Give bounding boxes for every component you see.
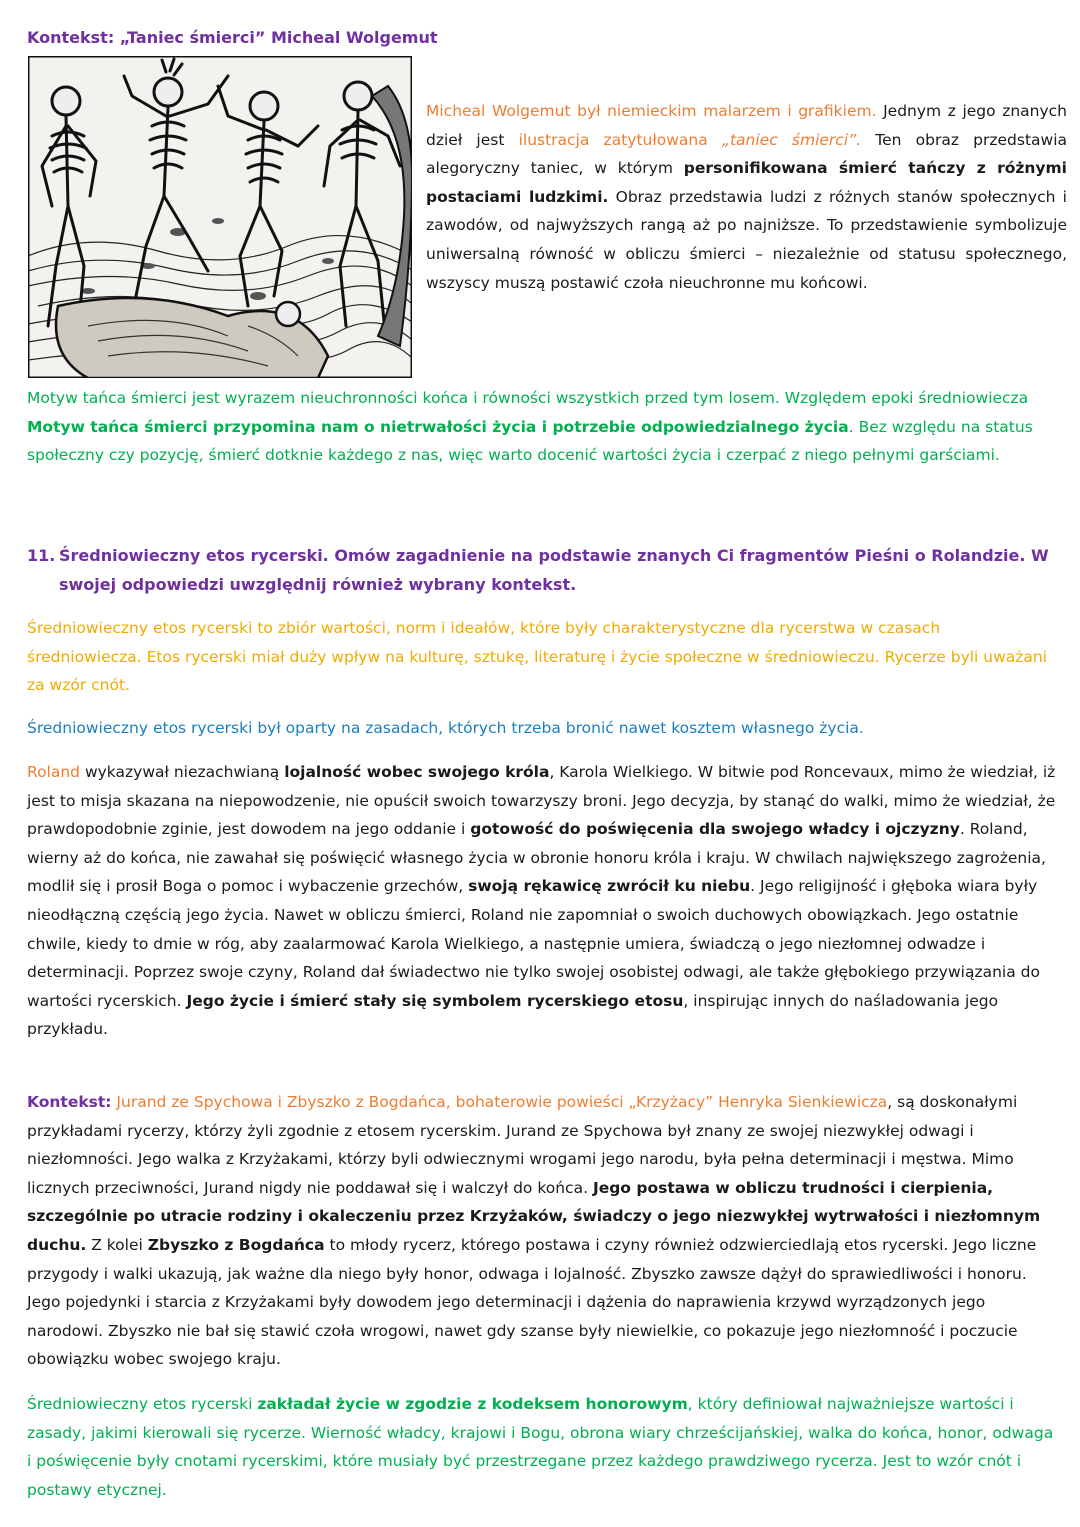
text-run: . Bez względu na status społeczny czy pozycję, śmierć dotknie każdego z nas, więc warto docenić wartości życia i czerpać z niego pełnymi garściami.: [27, 417, 1033, 465]
text-run-bold: gotowość do poświęcenia dla swojego władcy i ojczyzny: [470, 820, 960, 839]
text-run-bold: Jego życie i śmierć stały się symbolem rycerskiego etosu: [186, 991, 684, 1010]
text-run: , Karola Wielkiego. W bitwie pod Roncevaux, mimo że wiedział, iż jest to misja skazana na niepowodzenie, nie opuścił swoich towarzyszy broni. Jego decyzja, by stanąć do walki, mimo że wiedział, że prawdopodobnie zginie, jest dowodem na jego oddanie i: [27, 763, 1056, 839]
wolgemut-intro: Micheal Wolgemut był niemieckim malarzem i grafikiem.: [426, 102, 877, 120]
text-run: Z kolei: [86, 1235, 148, 1254]
artwork-title: „taniec śmierci”.: [721, 130, 862, 149]
text-run-orange: ilustracja zatytułowana: [518, 130, 722, 149]
question-text: Średniowieczny etos rycerski. Omów zagadnienie na podstawie znanych Ci fragmentów Pieśni o Rolandzie. W swojej odpowiedzi uwzględnij również wybrany kontekst.: [59, 546, 1049, 594]
text-run-bold: swoją rękawicę zwrócił ku niebu: [468, 877, 751, 896]
conclusion-paragraph: [27, 1390, 1057, 1504]
question-number: 11.: [27, 546, 56, 565]
text-run-bold: zakładał życie w zgodzie z kodeksem honorowym: [257, 1395, 688, 1413]
text-run: Jednym z jego znanych dzieł jest: [426, 102, 1067, 149]
woodcut-illustration: [28, 56, 412, 378]
text-run: , który definiował najważniejsze wartości i zasady, jakimi kierowali się rycerze. Wierność władcy, krajowi i Bogu, obrona wiary chrześcijańskiej, walka do końca, honor, odwaga i poświęcenie były cnotami rycerskimi, które musiały być przestrzegane przez każdego prawdziwego rycerza. Jest to wzór cnót i postawy etycznej.: [27, 1395, 1054, 1499]
text-run: Ten obraz przedstawia alegoryczny taniec, w którym: [426, 130, 1067, 178]
dance-of-death-summary: [27, 384, 1057, 470]
roland-name: Roland: [27, 763, 81, 781]
text-run: . Jego religijność i głęboka wiara były nieodłączną częścią jego życia. Nawet w obliczu śmierci, Roland nie zapomniał o swoich duchowych obowiązkach. Jego ostatnie chwile, kiedy to dmie w róg, aby zaalarmować Karola Wielkiego, a następnie umiera, świadczą o jego niezłomnej odwadze i determinacji. Poprzez swoje czyny, Roland dał świadectwo nie tylko swojej osobistej odwagi, ale także głębokiego przywiązania do wartości rycerskich.: [27, 877, 1040, 1010]
context-krzyzacy-paragraph: [27, 1088, 1057, 1374]
text-run: Motyw tańca śmierci jest wyrazem nieuchronności końca i równości wszystkich przed tym losem. Względem epoki średniowiecza: [27, 389, 1029, 407]
text-run-bold: Motyw tańca śmierci przypomina nam o nietrwałości życia i potrzebie odpowiedzialnego życia: [27, 417, 849, 436]
context-highlight: Jurand ze Spychowa i Zbyszko z Bogdańca, bohaterowie powieści „Krzyżacy” Henryka Sienkiewicza: [111, 1093, 888, 1111]
text-run-bold: personifikowana śmierć tańczy z różnymi postaciami ludzkimi.: [426, 159, 1067, 206]
question-heading: [27, 542, 1057, 599]
text-run: , są doskonałymi przykładami rycerzy, którzy żyli zgodnie z etosem rycerskim. Jurand ze Spychowa był znany ze swojej niezwykłej odwagi i niezłomności. Jego walka z Krzyżakami, którzy byli odwiecznymi wrogami jego narodu, była pełna determinacji i męstwa. Mimo licznych przeciwności, Jurand nigdy nie poddawał się i walczył do końca.: [27, 1093, 1018, 1197]
text-run: Średniowieczny etos rycerski: [27, 1395, 258, 1413]
text-run: wykazywał niezachwianą: [80, 763, 285, 781]
context-label: Kontekst:: [27, 1093, 112, 1111]
text-run: . Roland, wierny aż do końca, nie zawahał się poświęcić własnego życia w obronie honoru króla i kraju. W chwilach największego zagrożenia, modlił się i prosił Boga o pomoc i wybaczenie grzechów,: [27, 820, 1046, 896]
text-run: Obraz przedstawia ludzi z różnych stanów społecznych i zawodów, od najwyższych rangą aż po najniższe. To przedstawienie symbolizuje uniwersalną równość w obliczu śmierci – niezależnie od statusu społecznego, wszyscy muszą postawić czoła nieuchronne mu końcowi.: [426, 187, 1067, 292]
intro-paragraph: Średniowieczny etos rycerski to zbiór wartości, norm i ideałów, które były charakterystyczne dla rycerstwa w czasach średniowiecza. Etos rycerski miał duży wpływ na kulturę, sztukę, literaturę i życie społeczne w średniowieczu. Rycerze byli uważani za wzór cnót.: [27, 619, 1048, 695]
text-run: to młody rycerz, którego postawa i czyny również odzwierciedlają etos rycerski. Jego liczne przygody i walki ukazują, jak ważne dla niego były honor, odwaga i lojalność. Zbyszko zawsze dążył do sprawiedliwości i honoru. Jego pojedynki i starcia z Krzyżakami były dowodem jego determinacji i dążenia do naprawienia krzywd wyrządzonych jego narodowi. Zbyszko nie bał się stawić czoła wrogowi, nawet gdy szanse były niewielkie, co pokazuje jego niezłomność i poczucie obowiązku wobec swojego kraju.: [27, 1235, 1037, 1369]
text-run-bold: lojalność wobec swojego króla: [284, 763, 550, 781]
thesis-paragraph: Średniowieczny etos rycerski był oparty na zasadach, których trzeba bronić nawet kosztem własnego życia.: [27, 719, 864, 737]
text-run: , inspirując innych do naśladowania jego przykładu.: [27, 991, 999, 1039]
text-run-bold: Jego postawa w obliczu trudności i cierpienia, szczególnie po utracie rodziny i okaleczeniu przez Krzyżaków, świadczy o jego niezwykłej wytrwałości i niezłomnym duchu.: [27, 1178, 1041, 1254]
text-run-bold: Zbyszko z Bogdańca: [147, 1235, 325, 1254]
wolgemut-description: [426, 97, 1067, 297]
context-heading-dance-of-death: Kontekst: „Taniec śmierci” Micheal Wolgemut: [27, 28, 438, 47]
roland-paragraph: [27, 758, 1057, 1044]
